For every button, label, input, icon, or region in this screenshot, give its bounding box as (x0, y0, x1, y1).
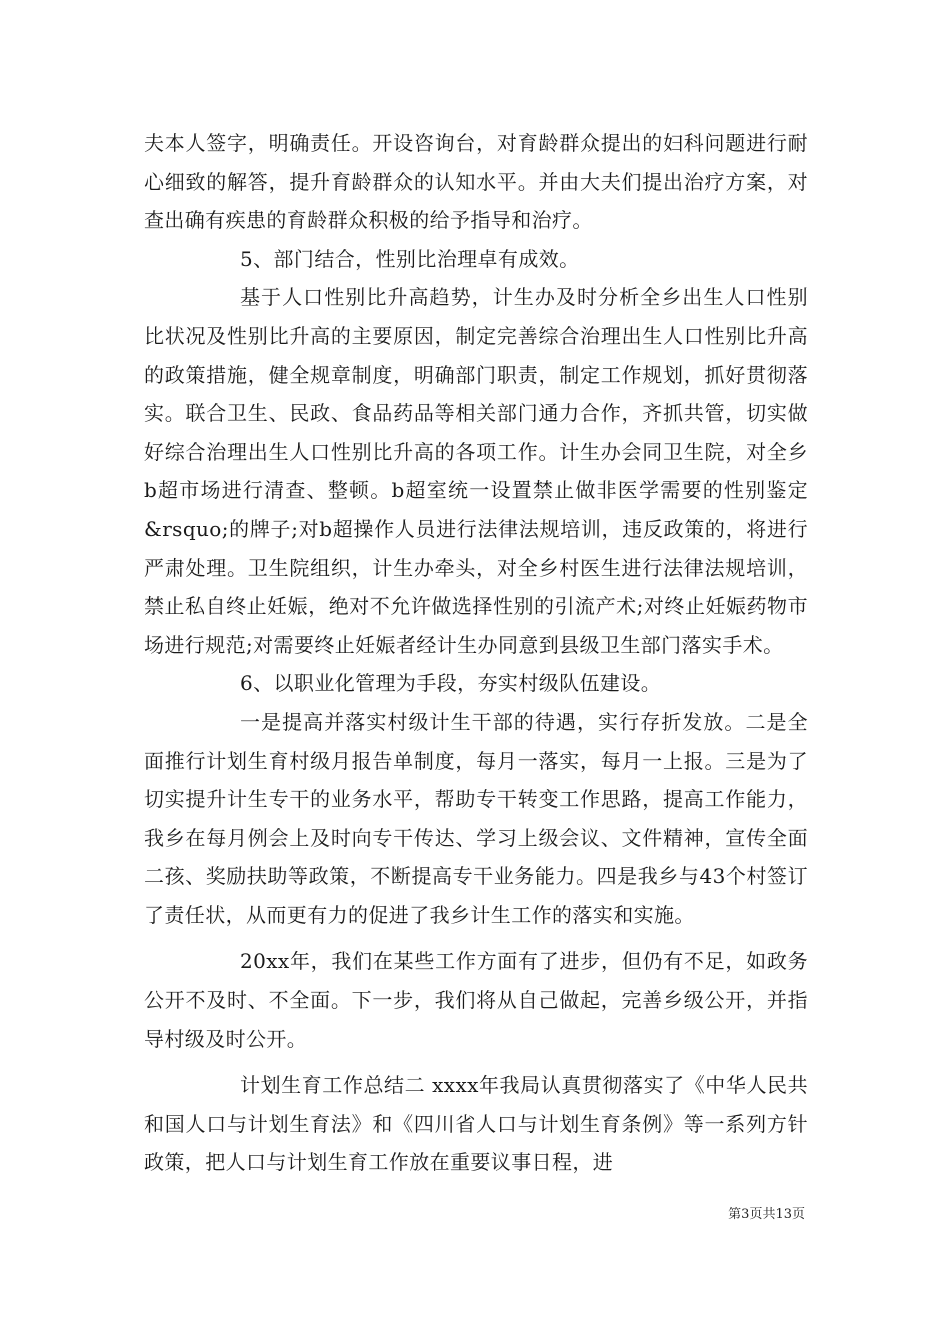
document-body (144, 124, 808, 1182)
paragraph-village-team: 一是提高并落实村级计生干部的待遇，实行存折发放。二是全面推行计划生育村级月报告单制度，每月一落实，每月一上报。三是为了切实提升计生专干的业务水平，帮助专干转变工作思路，提高工作能力，我乡在每月例会上及时向专干传达、学习上级会议、文件精神，宣传全面二孩、奖励扶助等政策，不断提高专干业务能力。四是我乡与43个村签订了责任状，从而更有力的促进了我乡计生工作的落实和实施。 (144, 709, 808, 927)
section-heading-6: 6、以职业化管理为手段，夯实村级队伍建设。 (240, 671, 662, 696)
section-heading-5: 5、部门结合，性别比治理卓有成效。 (240, 246, 580, 271)
paragraph-summary-two: 计划生育工作总结二 xxxx年我局认真贯彻落实了《中华人民共和国人口与计划生育法》和《四川省人口与计划生育条例》等一系列方针政策，把人口与计划生育工作放在重要议事日程，进 (144, 1073, 808, 1175)
paragraph-summary-20xx: 20xx年，我们在某些工作方面有了进步，但仍有不足，如政务公开不及时、不全面。下一步，我们将从自己做起，完善乡级公开，并指导村级及时公开。 (144, 949, 808, 1051)
paragraph-continuation: 夫本人签字，明确责任。开设咨询台，对育龄群众提出的妇科问题进行耐心细致的解答，提升育龄群众的认知水平。并由大夫们提出治疗方案，对查出确有疾患的育龄群众积极的给予指导和治疗。 (144, 131, 808, 233)
paragraph-sex-ratio: 基于人口性别比升高趋势，计生办及时分析全乡出生人口性别比状况及性别比升高的主要原因，制定完善综合治理出生人口性别比升高的政策措施，健全规章制度，明确部门职责，制定工作规划，抓好贯彻落实。联合卫生、民政、食品药品等相关部门通力合作，齐抓共管，切实做好综合治理出生人口性别比升高的各项工作。计生办会同卫生院，对全乡b超市场进行清查、整顿。b超室统一设置禁止做非医学需要的性别鉴定&rsquo;的牌子;对b超操作人员进行法律法规培训，违反政策的，将进行严肃处理。卫生院组织，计生办牵头，对全乡村医生进行法律法规培训，禁止私自终止妊娠，绝对不允许做选择性别的引流产术;对终止妊娠药物市场进行规范;对需要终止妊娠者经计生办同意到县级卫生部门落实手术。 (144, 285, 808, 657)
page-number-footer: 第3页共13页 (728, 1207, 805, 1222)
